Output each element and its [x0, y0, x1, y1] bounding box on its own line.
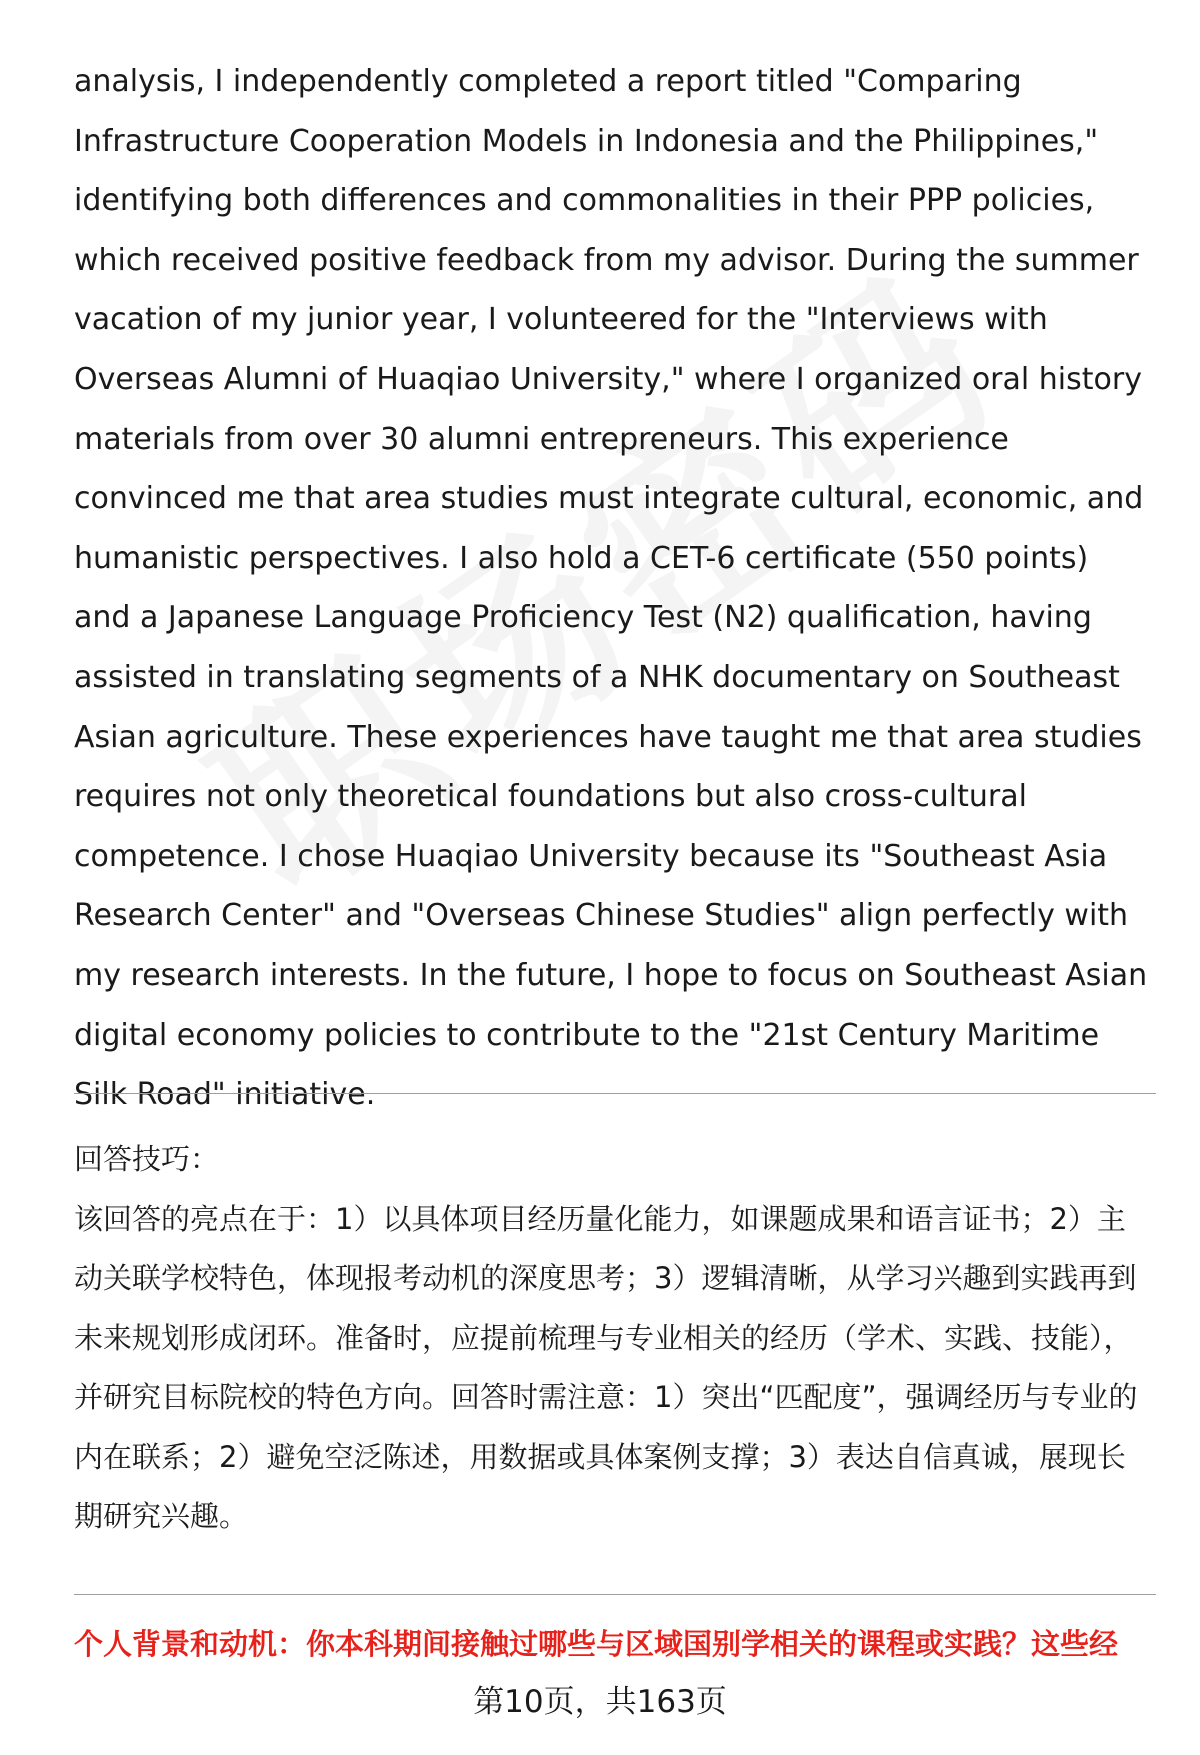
page-indicator: 第10页，共163页	[473, 1684, 727, 1720]
tips-section	[74, 1130, 1154, 1547]
section-divider	[74, 1594, 1156, 1595]
answer-paragraph: analysis, I independently completed a report titled "Comparing Infrastructure Cooperation Models in Indonesia and the Philippines," identifying both differences and commonalities in their PPP policies, which received positive feedback from my advisor. During the summer vacation of my junior year, I volunteered for the "Interviews with Overseas Alumni of Huaqiao University," where I organized oral history materials from over 30 alumni entrepreneurs. This experience convinced me that area studies must integrate cultural, economic, and humanistic perspectives. I also hold a CET-6 certificate (550 points) and a Japanese Language Proficiency Test (N2) qualification, having assisted in translating segments of a NHK documentary on Southeast Asian agriculture. These experiences have taught me that area studies requires not only theoretical foundations but also cross-cultural competence. I chose Huaqiao University because its "Southeast Asia Research Center" and "Overseas Chinese Studies" align perfectly with my research interests. In the future, I hope to focus on Southeast Asian digital economy policies to contribute to the "21st Century Maritime Silk Road" initiative.	[74, 64, 1148, 1113]
tips-body: 该回答的亮点在于：1）以具体项目经历量化能力，如课题成果和语言证书；2）主动关联学校特色，体现报考动机的深度思考；3）逻辑清晰，从学习兴趣到实践再到未来规划形成闭环。准备时，应提前梳理与专业相关的经历（学术、实践、技能），并研究目标院校的特色方向。回答时需注意：1）突出“匹配度”，强调经历与专业的内在联系；2）避免空泛陈述，用数据或具体案例支撑；3）表达自信真诚，展现长期研究兴趣。	[74, 1201, 1138, 1533]
next-question-heading: 个人背景和动机：你本科期间接触过哪些与区域国别学相关的课程或实践？这些经	[74, 1627, 1119, 1661]
section-divider	[74, 1093, 1156, 1094]
answer-section	[74, 52, 1154, 1125]
tips-heading: 回答技巧：	[74, 1142, 220, 1176]
